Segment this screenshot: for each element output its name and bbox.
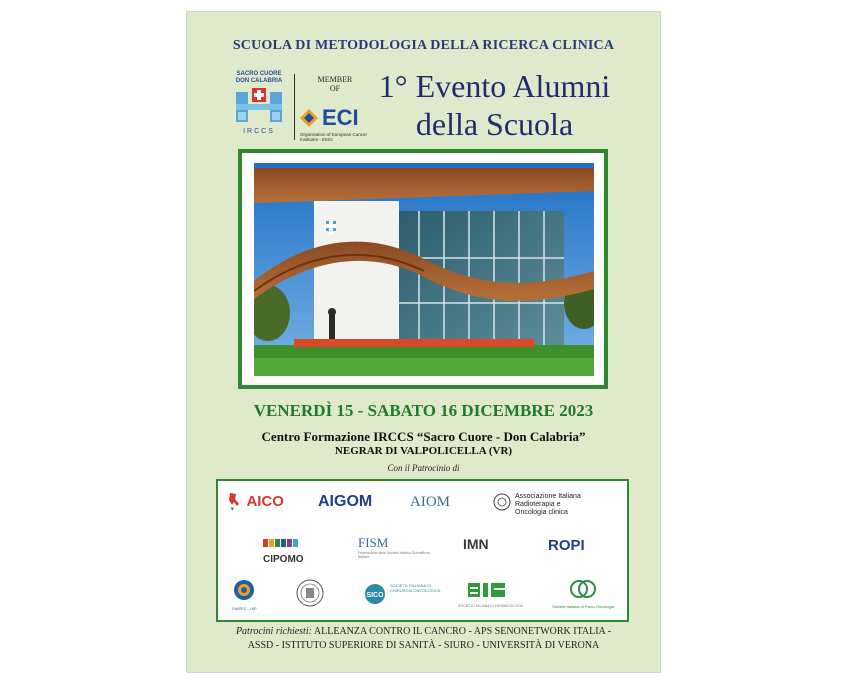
sponsor-imn xyxy=(463,536,489,554)
sponsor-airo xyxy=(493,493,593,517)
sponsor-university-seal xyxy=(296,579,324,612)
sponsor-imn-name: IMN xyxy=(463,536,489,552)
sponsor-sif-sub: SOCIETÀ ITALIANA DI FARMACOLOGIA xyxy=(458,604,523,608)
italy-map-icon xyxy=(226,491,242,513)
event-title xyxy=(367,67,622,143)
member-line2: OF xyxy=(329,84,341,93)
sponsor-siapec-name: SIAPEC - IAP xyxy=(232,606,257,611)
requested-label: Patrocini richiesti: xyxy=(235,626,312,637)
sponsor-fism-name: FISM xyxy=(358,535,389,550)
patrocinio-label: Con il Patrocinio di xyxy=(387,463,460,473)
sponsor-aico-name: AICO xyxy=(246,493,284,511)
sponsor-fism xyxy=(358,535,438,559)
sacro-cuore-logo xyxy=(229,71,289,141)
sico-circle-icon xyxy=(364,583,386,605)
member-line1: MEMBER xyxy=(317,75,353,84)
eci-logo xyxy=(300,105,375,142)
sponsor-aigom-name: AIGOM xyxy=(318,493,373,510)
sponsor-logos-box xyxy=(216,479,629,622)
sponsor-airo-line1: Associazione Italiana xyxy=(515,493,581,500)
sponsor-sipo xyxy=(548,579,618,609)
logo-irccs: IRCCS xyxy=(243,128,275,135)
university-seal-icon xyxy=(296,579,324,607)
requested-text1: ALLEANZA CONTRO IL CANCRO - APS SENONETWORK ITALIA - xyxy=(313,626,612,637)
title-line1: 1° Evento Alumni xyxy=(378,68,611,104)
event-date: VENERDÌ 15 - SABATO 16 DICEMBRE 2023 xyxy=(253,401,594,420)
event-poster xyxy=(186,11,661,673)
logo-line1: SACRO CUORE xyxy=(236,71,282,77)
title-line2: della Scuola xyxy=(415,106,574,142)
requested-line1 xyxy=(205,625,642,639)
sponsor-fism-sub: Federazione delle Società Medico-Scientifiche Italiane xyxy=(358,551,430,559)
sponsor-sico xyxy=(364,583,454,605)
requested-patronages xyxy=(205,625,642,653)
cipomo-bars-icon xyxy=(263,537,303,549)
eci-subtitle: Organisation of European Cancer Institutes - EEIG xyxy=(300,132,368,142)
sif-logo-icon xyxy=(468,581,512,599)
event-venue: Centro Formazione IRCCS “Sacro Cuore - Don Calabria” xyxy=(261,429,586,444)
sponsor-aigom xyxy=(318,493,372,511)
eci-text: ECI xyxy=(322,105,359,130)
eci-diamond-icon xyxy=(300,109,318,127)
sponsor-airo-line2: Radioterapia e Oncologia clinica xyxy=(515,501,568,516)
sponsor-ropi xyxy=(548,537,585,555)
sponsor-aico xyxy=(226,491,284,513)
sponsor-aiom xyxy=(410,493,450,511)
sponsor-aiom-name: AIOM xyxy=(410,494,450,510)
svg-text:SICO: SICO xyxy=(366,592,384,599)
siapec-globe-icon xyxy=(233,579,255,601)
logo-line2: DON CALABRIA xyxy=(235,78,283,84)
sponsor-siapec xyxy=(232,579,257,611)
school-title: SCUOLA DI METODOLOGIA DELLA RICERCA CLINICA xyxy=(232,38,615,53)
sponsor-sico-sub: SOCIETÀ ITALIANA DI CHIRURGIA ONCOLOGICA xyxy=(390,583,441,593)
requested-text2: ASSD - ISTITUTO SUPERIORE DI SANITÀ - SIURO - UNIVERSITÀ DI VERONA xyxy=(247,640,600,651)
logo-divider xyxy=(294,74,295,140)
building-illustration xyxy=(254,163,594,376)
sponsor-cipomo xyxy=(263,536,304,565)
member-of-label xyxy=(300,75,370,93)
sipo-logo-icon xyxy=(570,579,596,599)
event-city: NEGRAR DI VALPOLICELLA (VR) xyxy=(334,445,513,457)
hospital-cross-icon xyxy=(236,88,282,126)
airo-seal-icon xyxy=(493,493,511,511)
sponsor-sif xyxy=(458,581,523,608)
sponsor-ropi-name: ROPI xyxy=(548,537,585,554)
sponsor-sipo-name: Società Italiana di Psico-Oncologia xyxy=(552,604,614,609)
building-photo xyxy=(238,149,608,389)
sponsor-cipomo-name: CIPOMO xyxy=(263,554,304,565)
